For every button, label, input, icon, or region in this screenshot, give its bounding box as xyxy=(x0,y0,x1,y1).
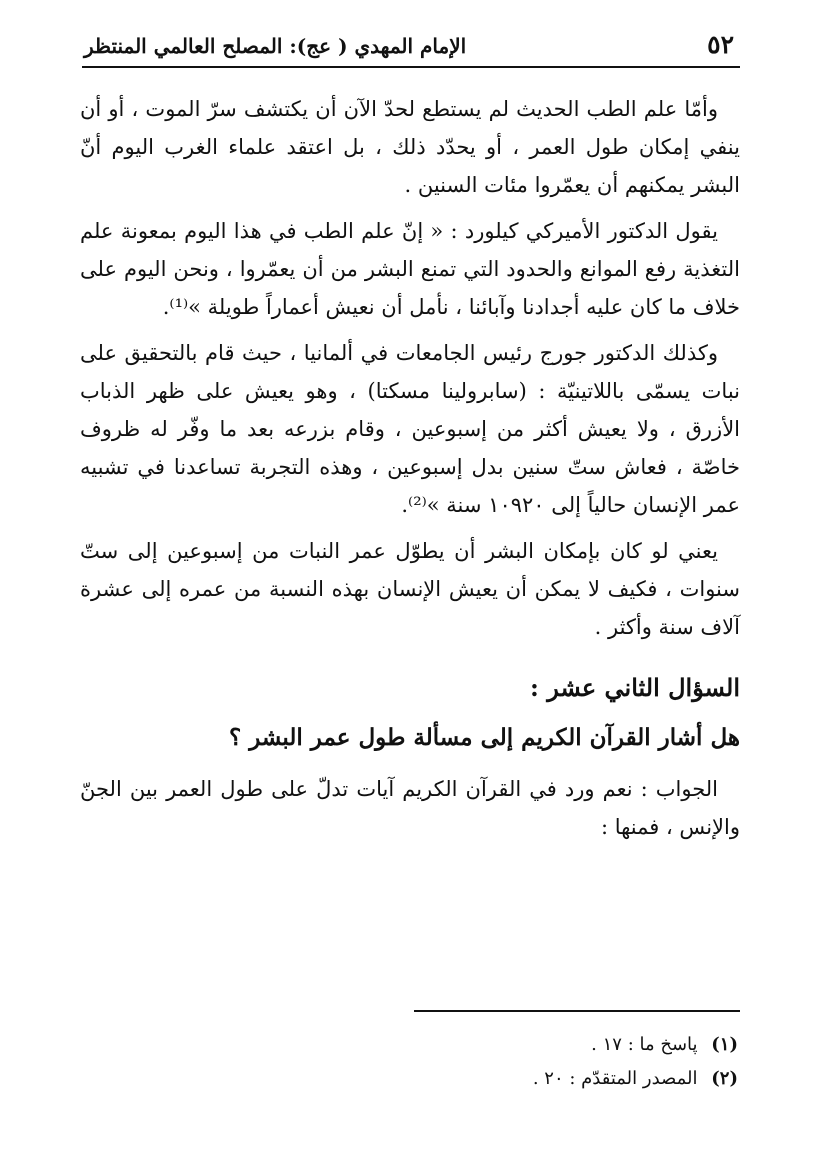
answer-paragraph: الجواب : نعم ورد في القرآن الكريم آيات تدلّ على طول العمر بين الجنّ والإنس ، فمنها : xyxy=(80,777,740,839)
question-number-heading: السؤال الثاني عشر : xyxy=(529,673,740,702)
footnote-text: پاسخ ما : ١٧ . xyxy=(591,1034,698,1055)
footnote-number: (١) xyxy=(711,1034,738,1055)
body-text xyxy=(80,90,740,854)
footnote-2 xyxy=(80,1062,738,1096)
footnote-number: (٢) xyxy=(711,1068,738,1089)
footnote-text: المصدر المتقدّم : ٢٠ . xyxy=(532,1068,698,1089)
question-title-heading: هل أشار القرآن الكريم إلى مسألة طول عمر البشر ؟ xyxy=(228,724,740,751)
paragraph-modern-medicine: وأمّا علم الطب الحديث لم يستطع لحدّ الآن أن يكتشف سرّ الموت ، أو أن ينفي إمكان طول العمر ، أو يحدّد ذلك ، بل اعتقد علماء الغرب اليوم أنّ البشر يمكنهم أن يعمّروا مئات السنين . xyxy=(80,97,740,197)
paragraph-dr-kellord-quote: يقول الدكتور الأميركي كيلورد : « إنّ علم الطب في هذا اليوم بمعونة علم التغذية رفع الموانع والحدود التي تمنع البشر من أن يعمّروا ، ونحن اليوم على خلاف ما كان عليه أجدادنا وآبائنا ، نأمل أن نعيش أعماراً طويلة »⁽¹⁾. xyxy=(80,219,740,319)
page-number: ٥٢ xyxy=(707,30,734,59)
page-header xyxy=(82,22,740,68)
paragraph-dr-george-experiment: وكذلك الدكتور جورج رئيس الجامعات في ألمانيا ، حيث قام بالتحقيق على نبات يسمّى باللاتينيّة : (سابرولينا مسكتا) ، وهو يعيش على ظهر الذباب الأزرق ، ولا يعيش أكثر من إسبوعين ، وقام بزرعه بعد ما وفّر له ظروف خاصّة ، فعاش ستّ سنين بدل إسبوعين ، وهذه التجربة تساعدنا في تشبيه عمر الإنسان حالياً إلى ١٠٩٢٠ سنة »⁽²⁾. xyxy=(80,341,740,517)
footnotes xyxy=(80,1028,738,1096)
footnote-divider xyxy=(414,1010,740,1012)
running-title: الإمام المهدي ( عج): المصلح العالمي المنتظر xyxy=(84,34,467,58)
footnote-1 xyxy=(80,1028,738,1062)
paragraph-conclusion: يعني لو كان بإمكان البشر أن يطوّل عمر النبات من إسبوعين إلى ستّ سنوات ، فكيف لا يمكن أن يعيش الإنسان بهذه النسبة من عمره إلى عشرة آلاف سنة وأكثر . xyxy=(80,539,740,639)
